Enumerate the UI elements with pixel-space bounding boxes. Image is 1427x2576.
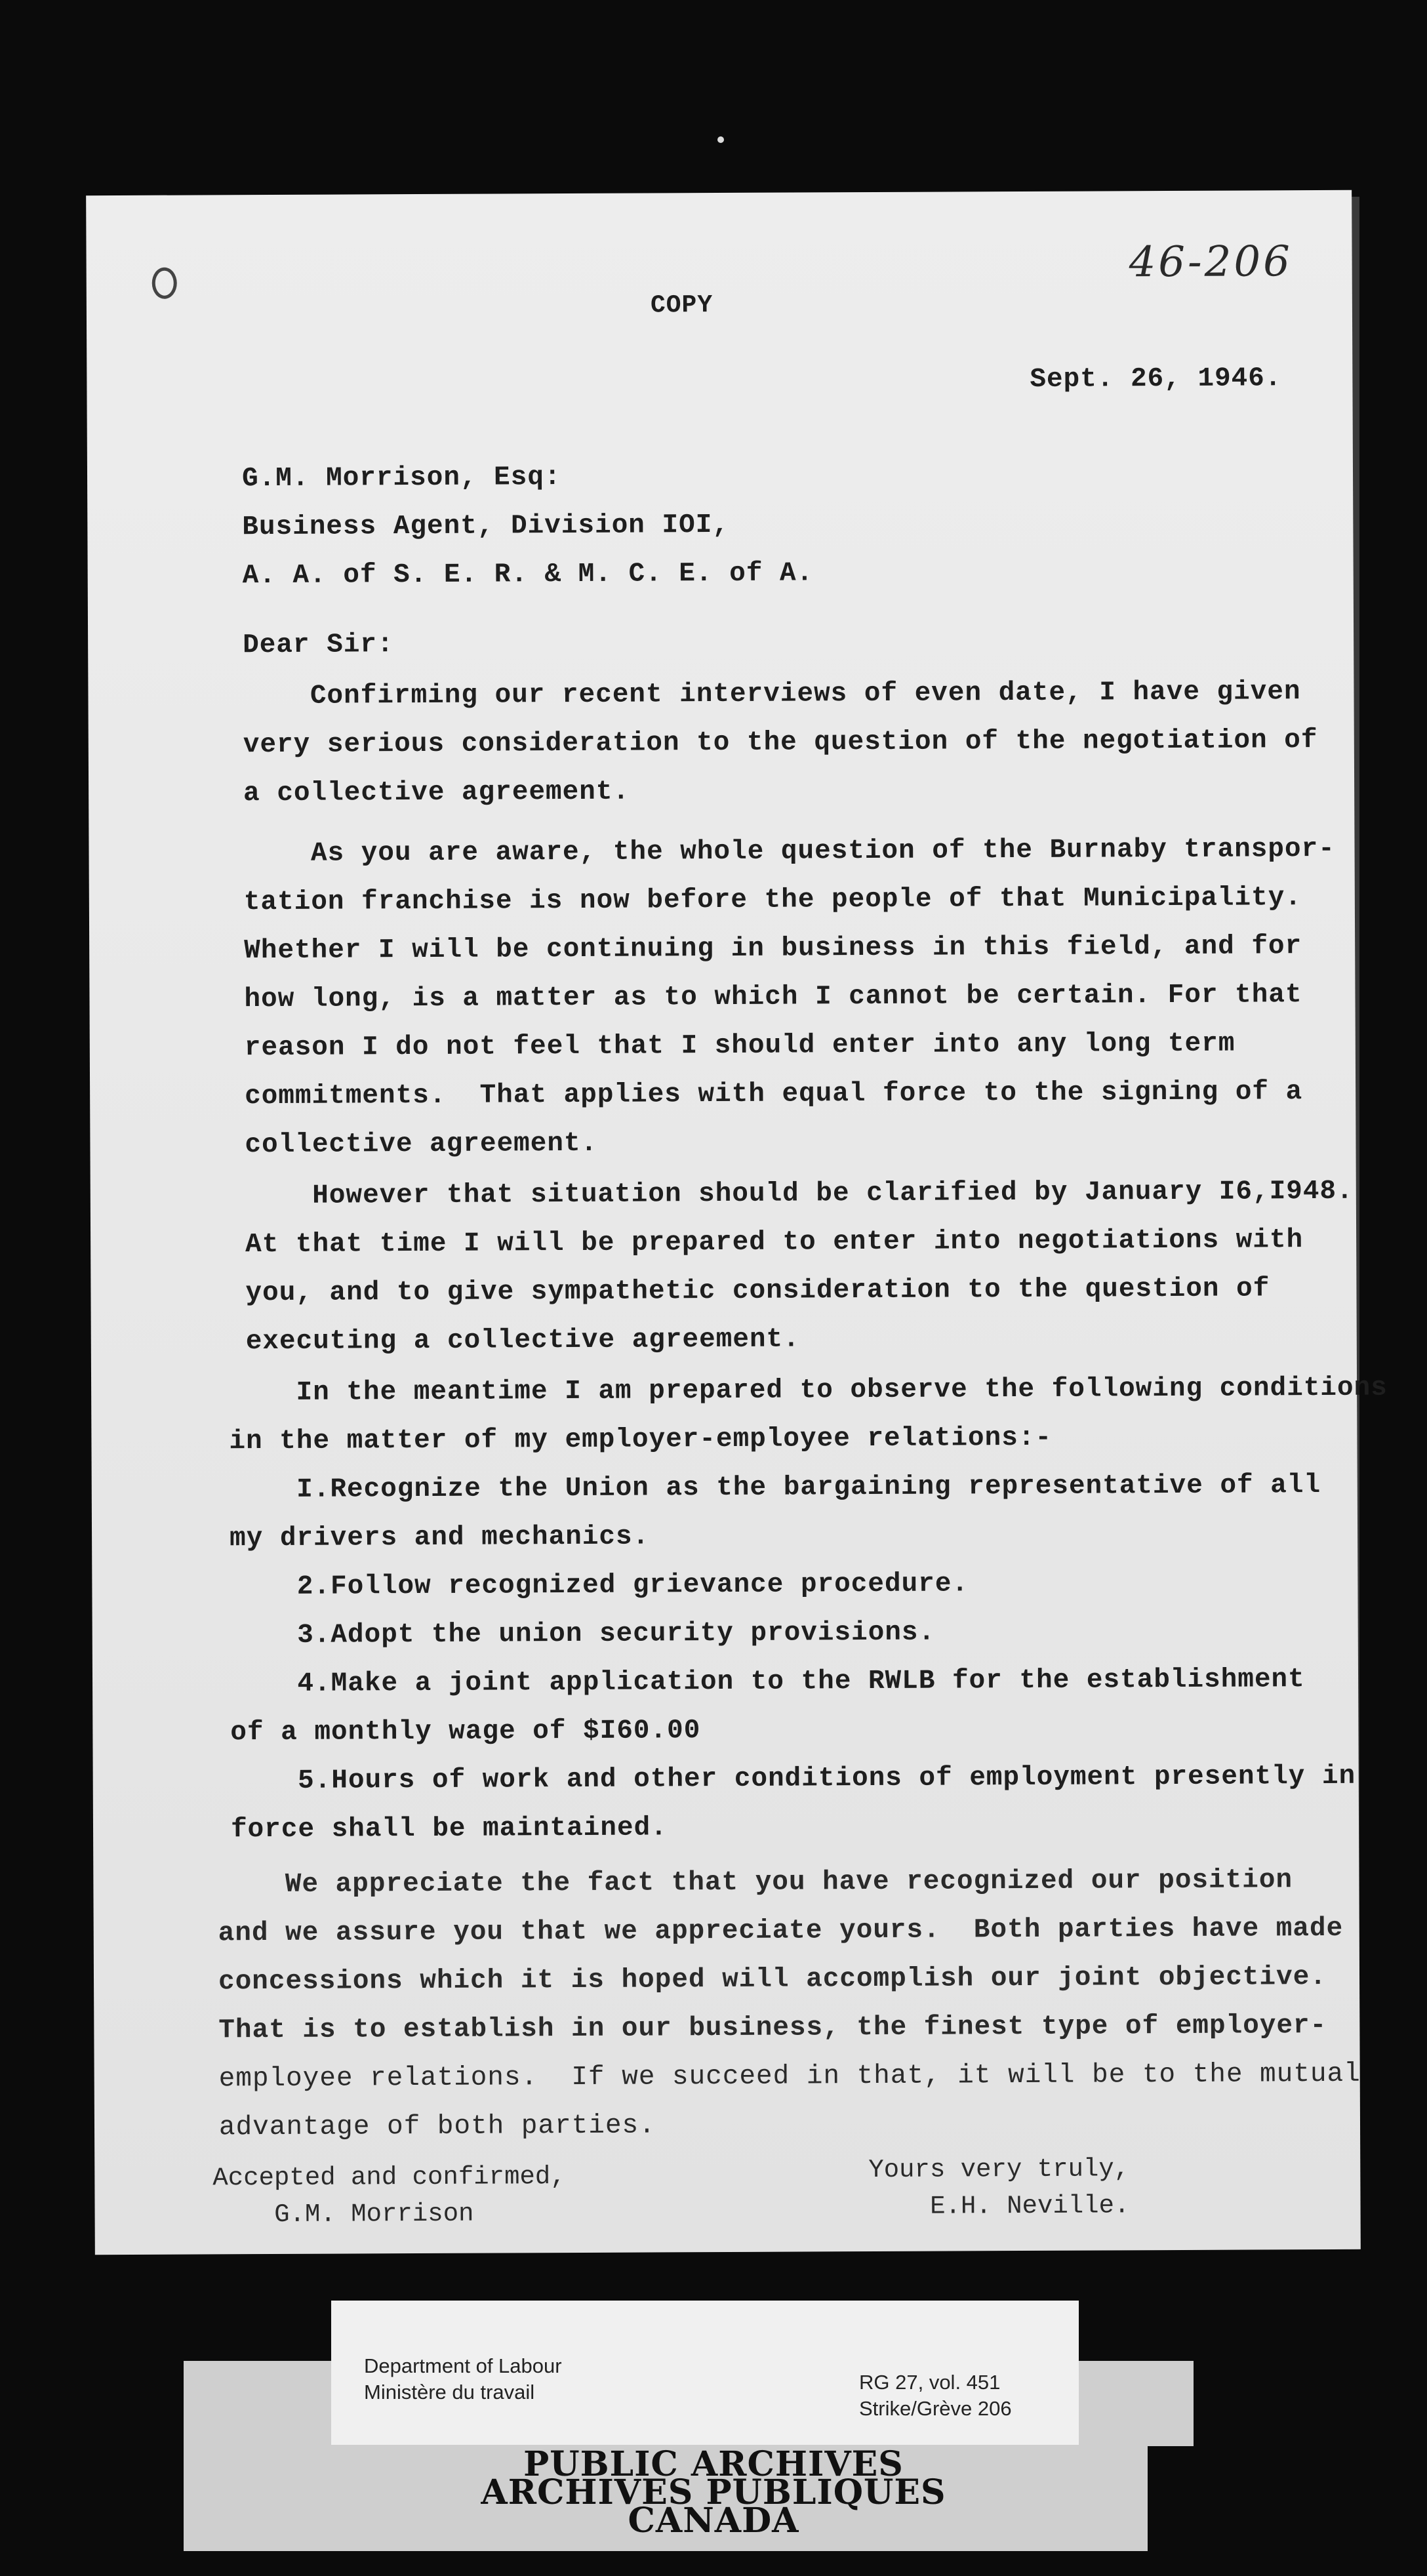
condition-item: I.Recognize the Union as the bargaining representative of all (229, 1470, 1321, 1506)
archive-tab-right (1075, 2361, 1194, 2446)
punch-hole (152, 268, 177, 299)
text-line: In the meantime I am prepared to observe the following conditions (229, 1373, 1388, 1409)
archive-stamp-line: CANADA (628, 2501, 799, 2541)
text-line: force shall be maintained. (230, 1813, 668, 1845)
text-line: tation franchise is now before the people of that Municipality. (243, 883, 1302, 918)
signoff-block (868, 2150, 1129, 2225)
text-line: That is to establish in our business, the finest type of employer- (218, 2010, 1327, 2046)
text-line: and we assure you that we appreciate yours. Both parties have made (218, 1913, 1344, 1949)
text-line: very serious consideration to the question of the negotiation of (243, 725, 1318, 761)
text-line: At that time I will be prepared to enter into negotiations with (245, 1225, 1304, 1260)
copy-label: COPY (650, 291, 714, 320)
condition-item: 2.Follow recognized grievance procedure. (230, 1569, 969, 1603)
text-line: you, and to give sympathetic consideration to the question of (245, 1274, 1270, 1309)
acceptance-block (212, 2158, 566, 2233)
signoff-name: E.H. Neville. (868, 2191, 1130, 2222)
handwritten-file-number: 46-206 (1129, 237, 1293, 287)
acceptance-line: Accepted and confirmed, (212, 2162, 566, 2193)
strike-number: Strike/Grève 206 (859, 2397, 1012, 2420)
address-line: Business Agent, Division IOI, (242, 510, 729, 543)
text-line: commitments. That applies with equal force to the signing of a (245, 1077, 1303, 1112)
archive-stamp-line: ARCHIVES PUBLIQUES (481, 2472, 946, 2512)
archive-stamp-line: PUBLIC ARCHIVES (523, 2444, 904, 2484)
condition-item: 5.Hours of work and other conditions of employment presently in (230, 1761, 1356, 1797)
record-group: RG 27, vol. 451 (859, 2371, 1001, 2394)
text-line: We appreciate the fact that you have recognized our position (218, 1865, 1293, 1901)
text-line: my drivers and mechanics. (229, 1521, 650, 1554)
text-line: of a monthly wage of $I60.00 (230, 1716, 701, 1748)
text-line: Whether I will be continuing in business in this field, and for (244, 931, 1302, 967)
text-line: However that situation should be clarified by January I6,I948. (245, 1176, 1354, 1212)
text-line: concessions which it is hoped will accomplish our joint objective. (218, 1962, 1327, 1998)
paragraph-3 (245, 1167, 1354, 1366)
archive-tab-left (185, 2361, 316, 2440)
salutation: Dear Sir: (243, 630, 394, 661)
closing-paragraph (218, 1856, 1361, 2152)
department-french: Ministère du travail (364, 2381, 535, 2404)
speck-mark (717, 136, 724, 143)
text-line: Confirming our recent interviews of even date, I have given (243, 677, 1301, 712)
letter-page (86, 190, 1388, 2255)
text-line: employee relations. If we succeed in that, it will be to the mutual (218, 2059, 1361, 2095)
paragraph-2 (243, 825, 1335, 1169)
text-line: As you are aware, the whole question of the Burnaby transpor- (243, 834, 1335, 870)
acceptance-name: G.M. Morrison (212, 2199, 474, 2230)
text-line: how long, is a matter as to which I cannot be certain. For that (244, 980, 1302, 1015)
letter-date: Sept. 26, 1946. (1030, 363, 1282, 395)
signoff-line: Yours very truly, (868, 2154, 1130, 2185)
text-line: a collective agreement. (243, 776, 630, 809)
department-english: Department of Labour (364, 2354, 562, 2377)
paragraph-4-conditions (229, 1364, 1388, 1854)
paragraph-1 (243, 668, 1318, 818)
text-line: executing a collective agreement. (245, 1324, 800, 1358)
text-line: advantage of both parties. (218, 2110, 656, 2143)
condition-item: 4.Make a joint application to the RWLB for the establishment (230, 1664, 1305, 1700)
address-line: G.M. Morrison, Esq: (241, 462, 561, 494)
text-line: reason I do not feel that I should enter into any long term (244, 1028, 1236, 1064)
text-line: collective agreement. (245, 1128, 598, 1161)
condition-item: 3.Adopt the union security provisions. (230, 1617, 936, 1651)
text-line: in the matter of my employer-employee relations:- (229, 1422, 1053, 1457)
address-line: A. A. of S. E. R. & M. C. E. of A. (242, 558, 814, 592)
